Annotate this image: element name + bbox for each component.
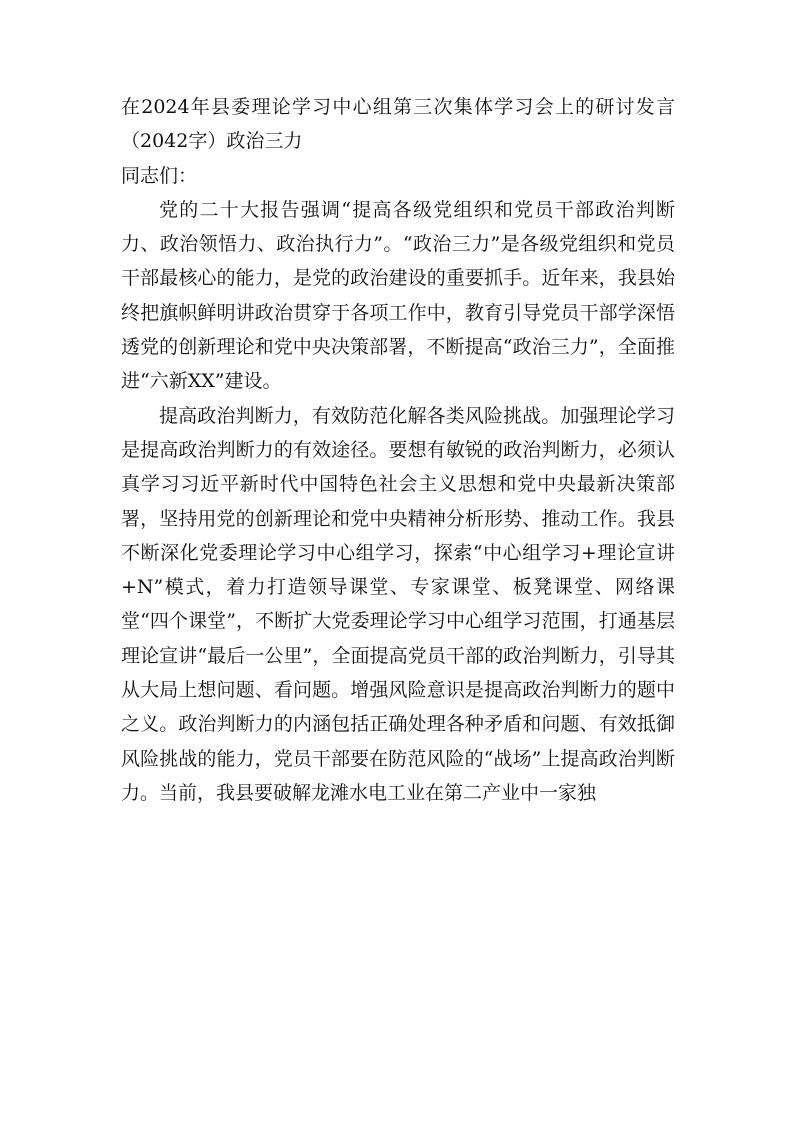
document-title: 在2024年县委理论学习中心组第三次集体学习会上的研讨发言（2042字）政治三力 bbox=[121, 96, 675, 153]
document-page bbox=[121, 90, 675, 810]
body-paragraph-1: 党的二十大报告强调“提高各级党组织和党员干部政治判断力、政治领悟力、政治执行力”。“政治三力”是各级党组织和党员干部最核心的能力，是党的政治建设的重要抓手。近年来，我县始终把旗帜鲜明讲政治贯穿于各项工作中，教育引导党员干部学深悟透党的创新理论和党中央决策部署，不断提高“政治三力”，全面推进“六新XX”建设。 bbox=[121, 198, 675, 393]
salutation: 同志们： bbox=[121, 164, 198, 187]
body-paragraph-2: 提高政治判断力，有效防范化解各类风险挑战。加强理论学习是提高政治判断力的有效途径。要想有敏锐的政治判断力，必须认真学习习近平新时代中国特色社会主义思想和党中央最新决策部署，坚持用党的创新理论和党中央精神分析形势、推动工作。我县不断深化党委理论学习中心组学习，探索“中心组学习+理论宣讲+N”模式，着力打造领导课堂、专家课堂、板凳课堂、网络课堂“四个课堂”，不断扩大党委理论学习中心组学习范围，打通基层理论宣讲“最后一公里”，全面提高党员干部的政治判断力，引导其从大局上想问题、看问题。增强风险意识是提高政治判断力的题中之义。政治判断力的内涵包括正确处理各种矛盾和问题、有效抵御风险挑战的能力，党员干部要在防范风险的“战场”上提高政治判断力。当前，我县要破解龙滩水电工业在第二产业中一家独 bbox=[121, 404, 675, 804]
